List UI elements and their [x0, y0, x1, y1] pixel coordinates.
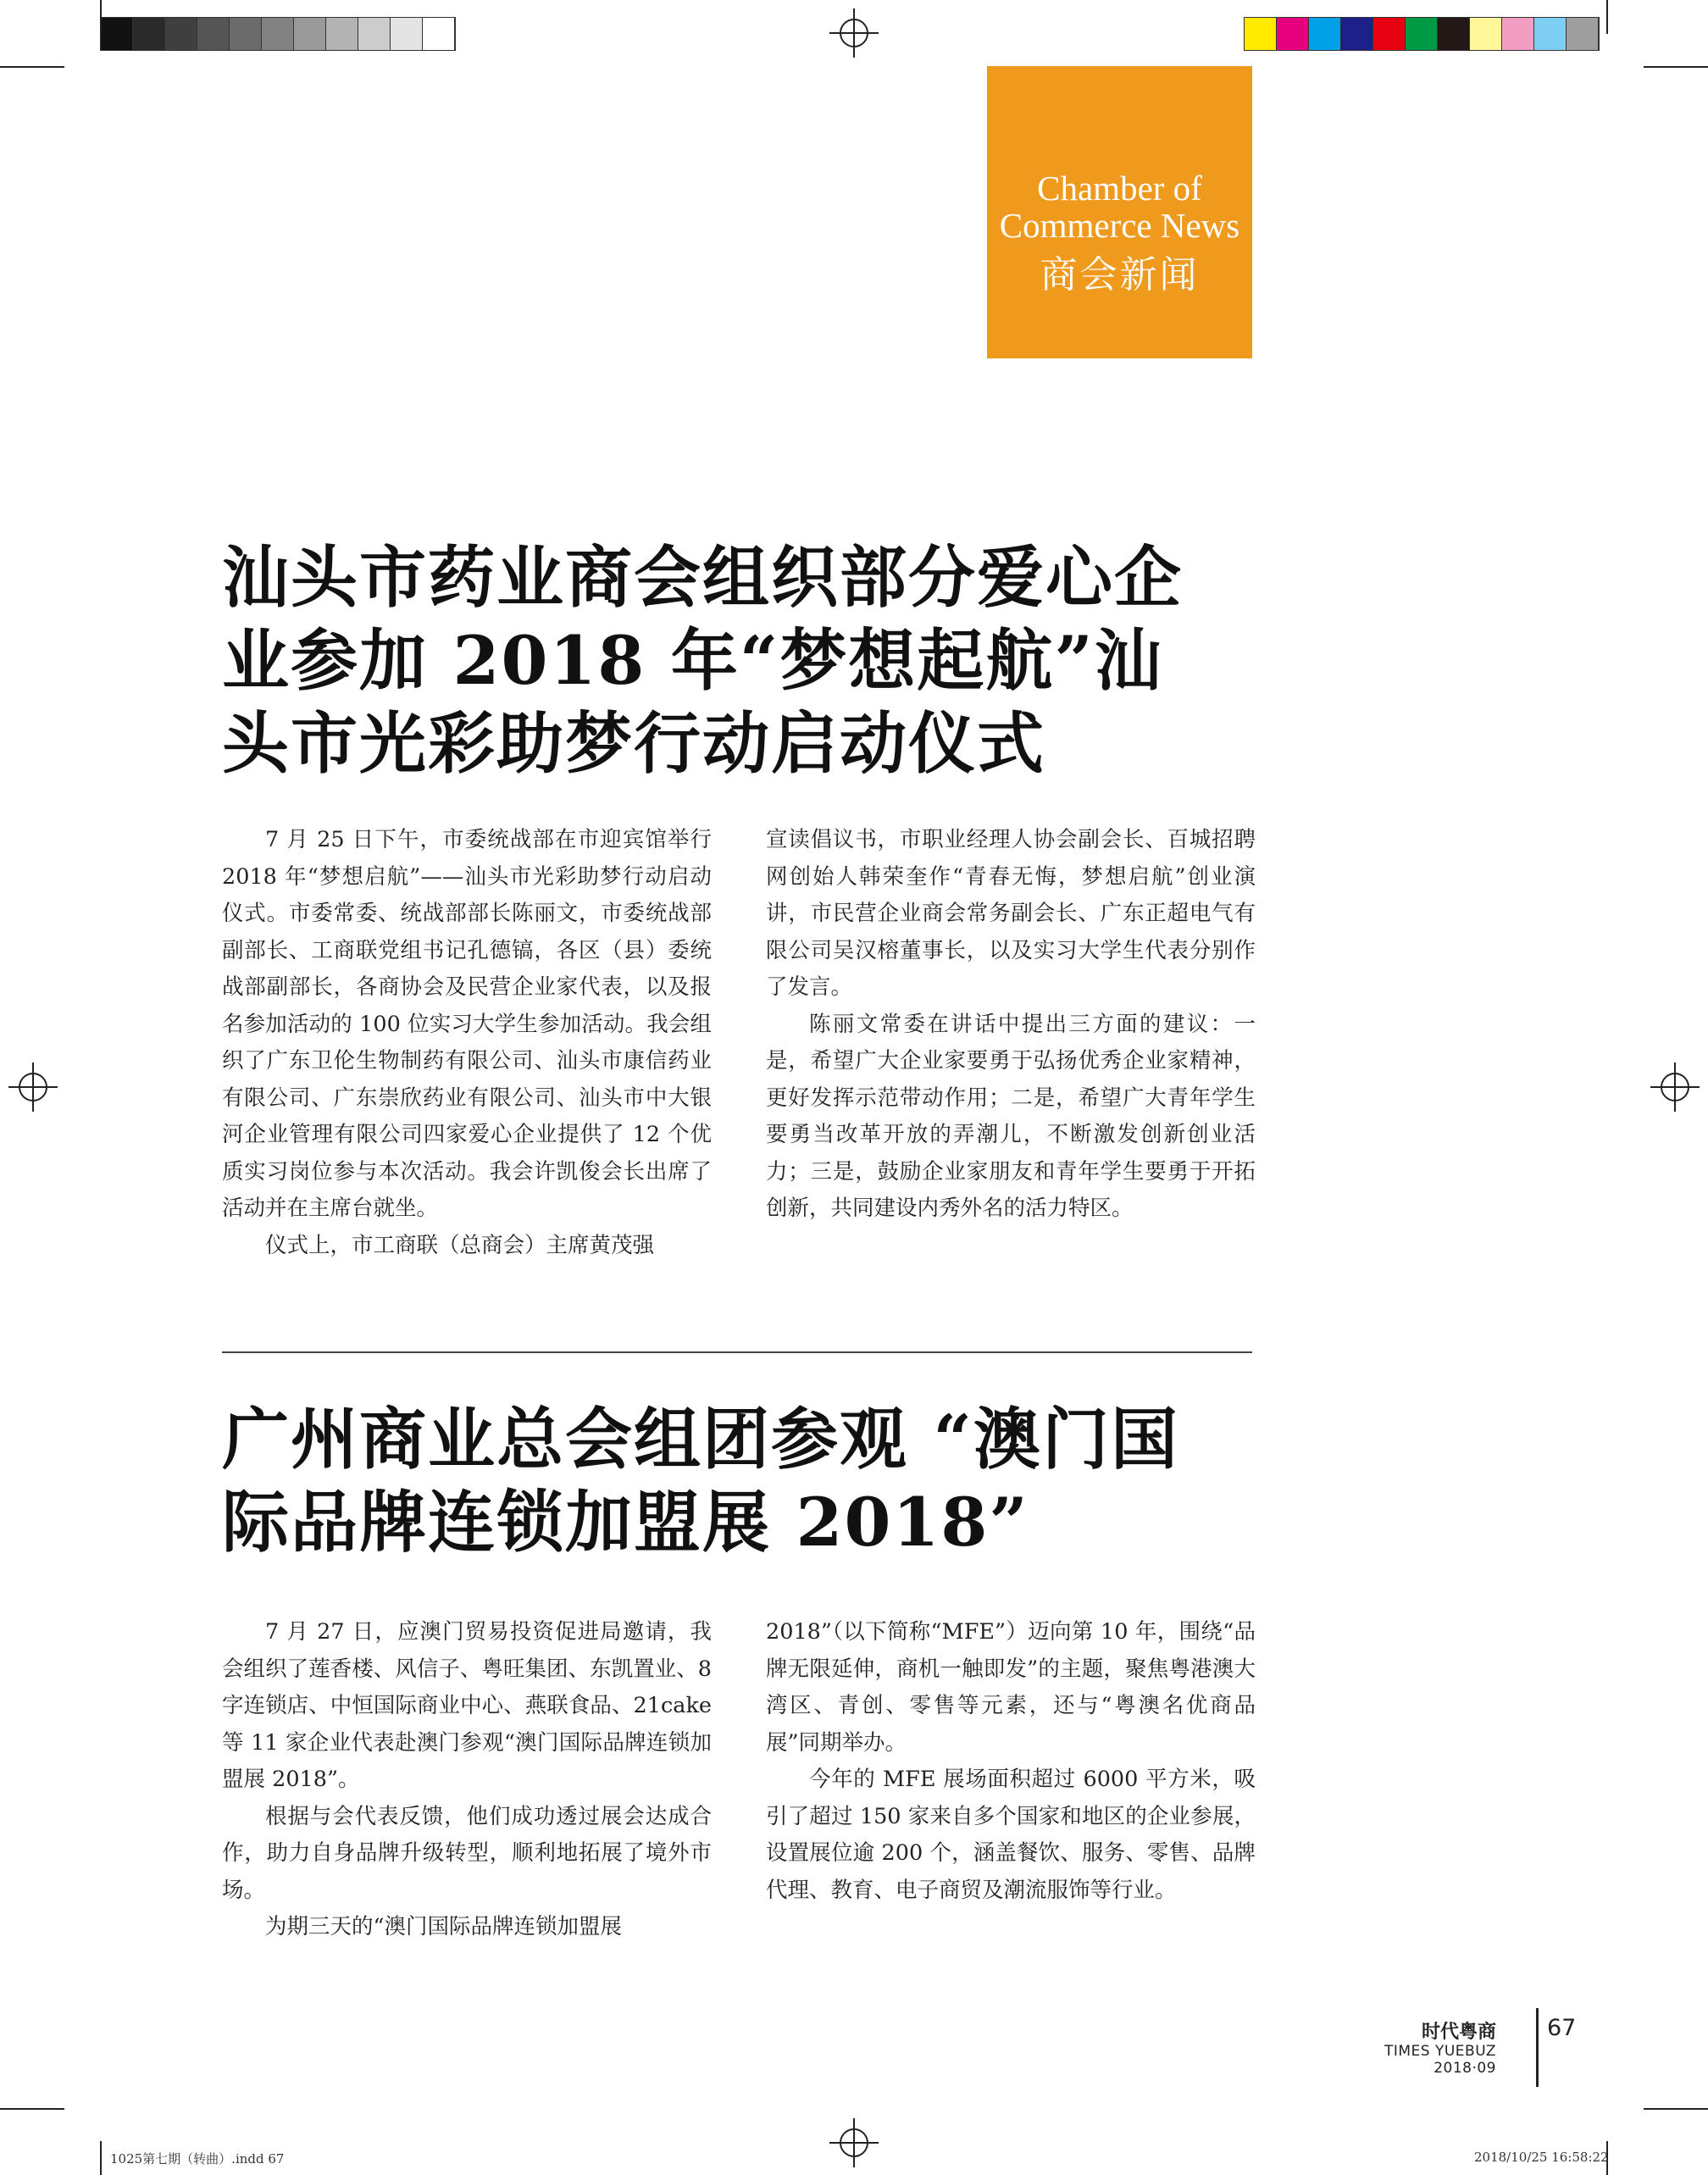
section-title-cn: 商会新闻	[1040, 253, 1200, 297]
calibration-swatch	[326, 18, 358, 50]
calibration-swatch	[391, 18, 423, 50]
magazine-name-cn: 时代粤商	[1421, 2022, 1496, 2043]
section-title-en-line: Chamber of	[1037, 169, 1202, 208]
paragraph: 宣读倡议书，市职业经理人协会副会长、百城招聘网创始人韩荣奎作“青春无悔，梦想启航”创业演讲，市民营企业商会常务副会长、广东正超电气有限公司吴汉榕董事长，以及实习大学生代表分别作了发言。	[766, 827, 1256, 1000]
section-title-en	[987, 169, 1252, 244]
headline-line: 汕头市药业商会组织部分爱心企	[222, 538, 1183, 617]
paragraph: 陈丽文常委在讲话中提出三方面的建议：一是，希望广大企业家要勇于弘扬优秀企业家精神，更好发挥示范带动作用；二是，希望广大青年学生要勇当改革开放的弄潮儿，不断激发创新创业活力；三是，鼓励企业家朋友和青年学生要勇于开拓创新，共同建设内秀外名的活力特区。	[766, 1011, 1256, 1221]
registration-mark-icon	[829, 8, 879, 58]
paragraph: 7 月 27 日，应澳门贸易投资促进局邀请，我会组织了莲香楼、风信子、粤旺集团、东凯置业、8 字连锁店、中恒国际商业中心、燕联食品、21cake 等 11 家企业代表赴澳门参观“澳门国际品牌连锁加盟展 2018”。	[222, 1619, 712, 1792]
crop-mark	[100, 2141, 102, 2175]
grayscale-calibration-bar	[100, 17, 456, 51]
article-1-column-left	[222, 822, 712, 1264]
headline-line: 广州商业总会组团参观 “澳门国	[222, 1400, 1179, 1479]
page-number: 67	[1547, 2015, 1577, 2041]
paragraph: 2018”（以下简称“MFE”）迈向第 10 年，围绕“品牌无限延伸，商机一触即发”的主题，聚焦粤港澳大湾区、青创、零售等元素，还与“粤澳名优商品展”同期举办。	[766, 1619, 1256, 1756]
slug-filename: 1025第七期（转曲）.indd 67	[110, 2151, 285, 2167]
calibration-swatch	[230, 18, 262, 50]
paragraph: 为期三天的“澳门国际品牌连锁加盟展	[265, 1914, 623, 1939]
crop-mark	[100, 0, 102, 34]
calibration-swatch	[358, 18, 391, 50]
color-calibration-bar	[1244, 17, 1600, 51]
calibration-swatch	[197, 18, 230, 50]
magazine-issue: TIMES YUEBUZ 2018·09	[1384, 2043, 1496, 2077]
calibration-swatch	[1245, 18, 1277, 50]
calibration-swatch	[1438, 18, 1470, 50]
folio-divider	[1536, 2008, 1539, 2087]
article-2-column-right	[766, 1614, 1256, 1909]
crop-mark	[1644, 66, 1708, 68]
calibration-swatch	[1534, 18, 1567, 50]
article-1-headline	[222, 536, 1264, 785]
calibration-swatch	[1309, 18, 1341, 50]
paragraph: 7 月 25 日下午，市委统战部在市迎宾馆举行 2018 年“梦想启航”——汕头市光彩助梦行动启动仪式。市委常委、统战部部长陈丽文，市委统战部副部长、工商联党组书记孔德镐，各区（县）委统战部副部长，各商协会及民营企业家代表，以及报名参加活动的 100 位实习大学生参加活动。我会组织了广东卫伦生物制药有限公司、汕头市康信药业有限公司、广东崇欣药业有限公司、汕头市中大银河企业管理有限公司四家爱心企业提供了 12 个优质实习岗位参与本次活动。我会许凯俊会长出席了活动并在主席台就坐。	[222, 827, 712, 1221]
crop-mark	[0, 2108, 64, 2110]
paragraph: 根据与会代表反馈，他们成功透过展会达成合作，助力自身品牌升级转型，顺利地拓展了境外市场。	[222, 1803, 712, 1903]
calibration-swatch	[262, 18, 294, 50]
registration-mark-icon	[8, 1063, 58, 1112]
calibration-swatch	[133, 18, 165, 50]
headline-line: 头市光彩助梦行动启动仪式	[222, 704, 1045, 783]
calibration-swatch	[1373, 18, 1406, 50]
crop-mark	[1606, 0, 1608, 34]
calibration-swatch	[423, 18, 455, 50]
calibration-swatch	[1406, 18, 1438, 50]
article-divider	[222, 1351, 1252, 1353]
headline-line: 业参加 2018 年“梦想起航”汕	[222, 621, 1163, 700]
crop-mark	[0, 66, 64, 68]
calibration-swatch	[1470, 18, 1502, 50]
article-2-headline	[222, 1398, 1264, 1564]
calibration-swatch	[1341, 18, 1373, 50]
paragraph: 仪式上，市工商联（总商会）主席黄茂强	[265, 1232, 655, 1258]
calibration-swatch	[1567, 18, 1599, 50]
section-badge	[987, 66, 1252, 358]
crop-mark	[1644, 2108, 1708, 2110]
registration-mark-icon	[829, 2118, 879, 2167]
calibration-swatch	[101, 18, 133, 50]
calibration-swatch	[1277, 18, 1309, 50]
calibration-swatch	[1502, 18, 1534, 50]
article-1-column-right	[766, 822, 1256, 1228]
paragraph: 今年的 MFE 展场面积超过 6000 平方米，吸引了超过 150 家来自多个国家和地区的企业参展，设置展位逾 200 个，涵盖餐饮、服务、零售、品牌代理、教育、电子商贸及潮流服饰等行业。	[766, 1767, 1256, 1903]
registration-mark-icon	[1650, 1063, 1700, 1112]
calibration-swatch	[294, 18, 326, 50]
headline-line: 际品牌连锁加盟展 2018”	[222, 1483, 1029, 1562]
article-2-column-left	[222, 1614, 712, 1946]
section-title-en-line: Commerce News	[999, 206, 1240, 245]
slug-timestamp: 2018/10/25 16:58:22	[1474, 2150, 1609, 2165]
calibration-swatch	[165, 18, 197, 50]
